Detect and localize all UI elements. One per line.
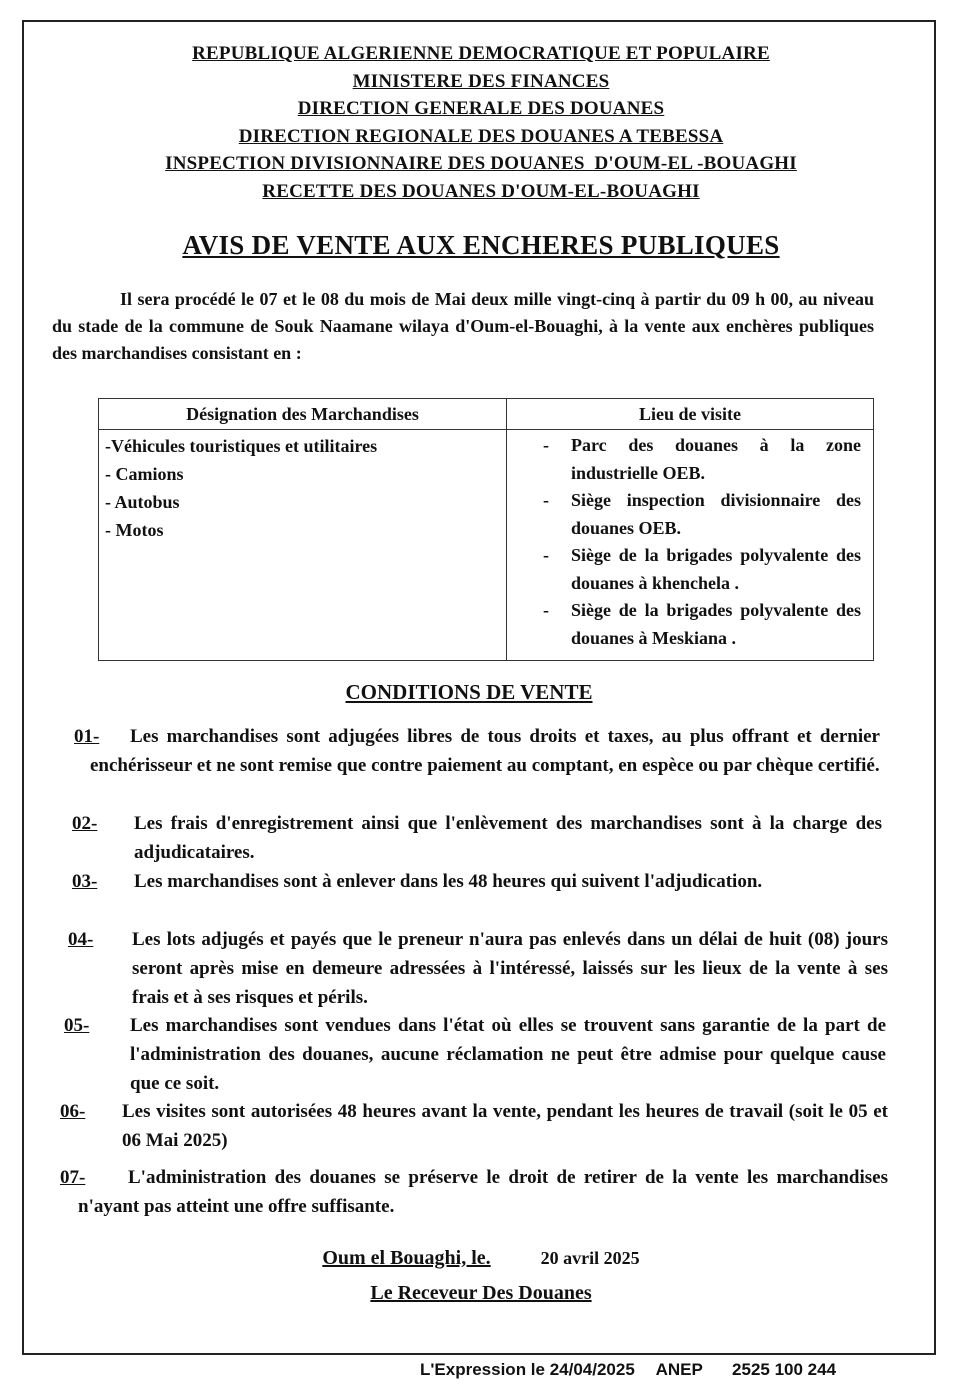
visit-location-cell: [507, 430, 874, 661]
condition-number: 05-: [64, 1015, 90, 1036]
notice-title: AVIS DE VENTE AUX ENCHERES PUBLIQUES: [182, 230, 780, 260]
visit-location-text: Parc des douanes à la zone industrielle OEB.: [571, 435, 861, 483]
intro-paragraph: [52, 286, 874, 367]
condition-number: 06-: [60, 1101, 86, 1122]
header-line-republic: REPUBLIQUE ALGERIENNE DEMOCRATIQUE ET POPULAIRE: [192, 43, 770, 64]
header-line-regional-direction: DIRECTION REGIONALE DES DOUANES A TEBESSA: [238, 125, 724, 147]
visit-location-item: - Siège de la brigades polyvalente des douanes à Meskiana .: [543, 600, 861, 648]
visit-location-text: Siège de la brigades polyvalente des douanes à Meskiana .: [571, 600, 861, 648]
visit-location-text: Siège de la brigades polyvalente des douanes à khenchela .: [571, 545, 861, 593]
signature-place: Oum el Bouaghi, le.: [322, 1247, 491, 1269]
agency-name: ANEP: [655, 1360, 703, 1379]
condition-text: Les marchandises sont à enlever dans les 48 heures qui suivent l'adjudication.: [134, 871, 763, 892]
condition-text: Les frais d'enregistrement ainsi que l'enlèvement des marchandises sont à la charge des adjudicataires.: [134, 813, 882, 863]
condition-text: L'administration des douanes se préserve le droit de retirer de la vente les marchandises n'ayant pas atteint une offre suffisante.: [78, 1167, 888, 1217]
goods-column-header: Désignation des Marchandises: [99, 399, 507, 430]
visit-location-item: - Siège inspection divisionnaire des douanes OEB.: [543, 490, 861, 538]
condition-item: [74, 722, 880, 780]
publication-reference: 2525 100 244: [732, 1360, 837, 1379]
visit-location-item: - Parc des douanes à la zone industrielle OEB.: [543, 435, 861, 483]
condition-number: 07-: [60, 1167, 86, 1188]
condition-item: [72, 867, 882, 896]
goods-item: - Camions: [105, 464, 184, 484]
signature-signer: Le Receveur Des Douanes: [370, 1282, 592, 1304]
visit-location-column-header: Lieu de visite: [507, 399, 874, 430]
condition-number: 02-: [72, 813, 98, 834]
visit-location-item: - Siège de la brigades polyvalente des douanes à khenchela .: [543, 545, 861, 593]
header-line-inspection: INSPECTION DIVISIONNAIRE DES DOUANES D'OUM-EL -BOUAGHI: [165, 153, 797, 174]
goods-table: [98, 398, 874, 661]
publication-info: L'Expression le 24/04/2025: [420, 1360, 635, 1379]
goods-item: - Autobus: [105, 492, 180, 512]
goods-cell: [99, 430, 507, 661]
header-line-general-direction: DIRECTION GENERALE DES DOUANES: [297, 98, 665, 119]
condition-text: Les lots adjugés et payés que le preneur n'aura pas enlevés dans un délai de huit (08) jours seront après mise en demeure adressées à l'intéressé, laissés sur les lieux de la vente à ses frais et à ses risques et périls.: [132, 929, 888, 1008]
goods-item: - Motos: [105, 520, 164, 540]
goods-item: -Véhicules touristiques et utilitaires: [105, 436, 378, 456]
condition-text: Les marchandises sont vendues dans l'état où elles se trouvent sans garantie de la part de l'administration des douanes, aucune réclamation ne peut être admise pour quelque cause que ce soit.: [130, 1015, 886, 1094]
condition-item: [72, 809, 882, 867]
signature-place-date: [0, 1247, 962, 1270]
letterhead: [0, 40, 962, 205]
header-line-recette: RECETTE DES DOUANES D'OUM-EL-BOUAGHI: [262, 180, 700, 202]
condition-item: [60, 1163, 888, 1221]
visit-location-text: Siège inspection divisionnaire des douanes OEB.: [571, 490, 861, 538]
signature-date: 20 avril 2025: [540, 1248, 640, 1268]
condition-number: 03-: [72, 871, 98, 892]
condition-number: 01-: [74, 726, 100, 747]
condition-number: 04-: [68, 929, 94, 950]
conditions-title: CONDITIONS DE VENTE: [345, 680, 593, 704]
condition-text: Les visites sont autorisées 48 heures avant la vente, pendant les heures de travail (soit le 05 et 06 Mai 2025): [122, 1101, 888, 1151]
condition-item: [68, 925, 888, 1012]
condition-item: [64, 1011, 886, 1098]
intro-text: Il sera procédé le 07 et le 08 du mois de Mai deux mille vingt-cinq à partir du 09 h 00, au niveau du stade de la commune de Souk Naamane wilaya d'Oum-el-Bouaghi, à la vente aux enchères publiques des marchandises consistant en :: [52, 289, 874, 363]
condition-item: [60, 1097, 888, 1155]
publication-footer: [420, 1360, 836, 1380]
header-line-ministry: MINISTERE DES FINANCES: [352, 70, 610, 92]
condition-text: Les marchandises sont adjugées libres de tous droits et taxes, au plus offrant et dernier enchérisseur et ne sont remise que contre paiement au comptant, en espèce ou par chèque certifié.: [90, 726, 880, 776]
